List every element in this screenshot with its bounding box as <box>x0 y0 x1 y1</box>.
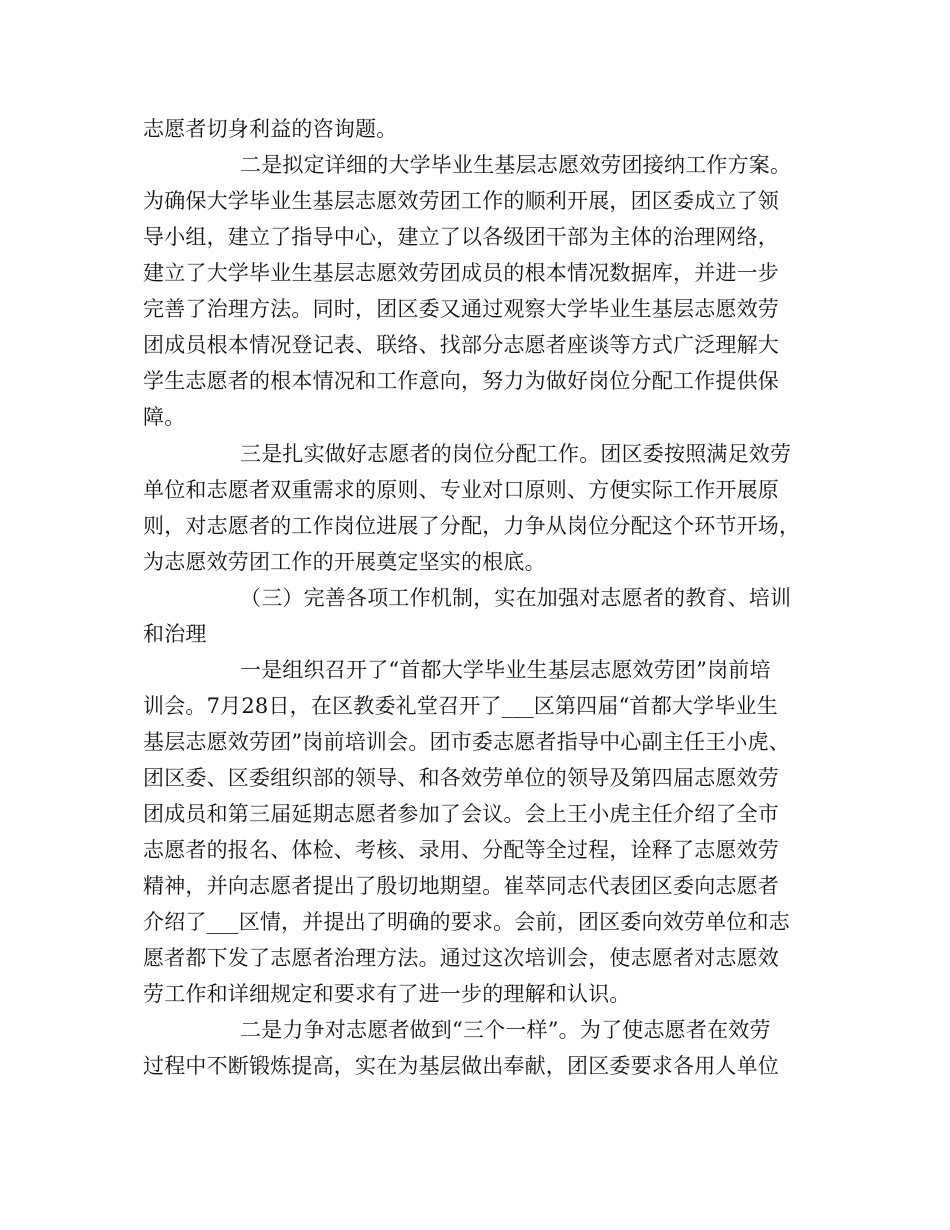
text-line: 劳工作和详细规定和要求有了进一步的理解和认识。 <box>143 982 631 1006</box>
text-line: 志愿者切身利益的咨询题。 <box>143 117 398 141</box>
text-line: 介绍了___区情，并提出了明确的要求。会前，团区委向效劳单位和志 <box>143 910 790 934</box>
text-line: 学生志愿者的根本情况和工作意向，努力为做好岗位分配工作提供保 <box>143 369 779 393</box>
text-line: 团成员根本情况登记表、联络、找部分志愿者座谈等方式广泛理解大 <box>143 333 779 357</box>
text-line: 基层志愿效劳团”岗前培训会。团市委志愿者指导中心副主任王小虎、 <box>143 730 790 754</box>
text-line: 过程中不断锻炼提高，实在为基层做出奉献，团区委要求各用人单位 <box>143 1054 779 1078</box>
text-line: 团区委、区委组织部的领导、和各效劳单位的领导及第四届志愿效劳 <box>143 766 779 790</box>
text-line: 为志愿效劳团工作的开展奠定坚实的根底。 <box>143 550 546 574</box>
text-line: 精神，并向志愿者提出了殷切地期望。崔萃同志代表团区委向志愿者 <box>143 874 779 898</box>
section-heading-line: （三）完善各项工作机制，实在加强对志愿者的教育、培训 <box>240 586 792 610</box>
text-line: 愿者都下发了志愿者治理方法。通过这次培训会，使志愿者对志愿效 <box>143 946 779 970</box>
section-heading-line: 和治理 <box>143 622 207 646</box>
text-line: 志愿者的报名、体检、考核、录用、分配等全过程，诠释了志愿效劳 <box>143 838 779 862</box>
text-line: 为确保大学毕业生基层志愿效劳团工作的顺利开展，团区委成立了领 <box>143 189 779 213</box>
paragraph-start-line: 三是扎实做好志愿者的岗位分配工作。团区委按照满足效劳 <box>240 442 792 466</box>
paragraph-start-line: 二是力争对志愿者做到“三个一样”。为了使志愿者在效劳 <box>240 1018 771 1042</box>
text-line: 则，对志愿者的工作岗位进展了分配，力争从岗位分配这个环节开场， <box>143 514 801 538</box>
text-line: 导小组，建立了指导中心，建立了以各级团干部为主体的治理网络， <box>143 225 779 249</box>
text-line: 单位和志愿者双重需求的原则、专业对口原则、方便实际工作开展原 <box>143 478 779 502</box>
paragraph-start-line: 二是拟定详细的大学毕业生基层志愿效劳团接纳工作方案。 <box>240 153 792 177</box>
text-line: 建立了大学毕业生基层志愿效劳团成员的根本情况数据库，并进一步 <box>143 261 779 285</box>
text-line: 训会。7月28日，在区教委礼堂召开了___区第四届“首都大学毕业生 <box>143 694 778 718</box>
text-line: 完善了治理方法。同时，团区委又通过观察大学毕业生基层志愿效劳 <box>143 297 779 321</box>
text-line: 障。 <box>143 405 186 429</box>
paragraph-start-line: 一是组织召开了“首都大学毕业生基层志愿效劳团”岗前培 <box>240 658 771 682</box>
text-line: 团成员和第三届延期志愿者参加了会议。会上王小虎主任介绍了全市 <box>143 802 779 826</box>
